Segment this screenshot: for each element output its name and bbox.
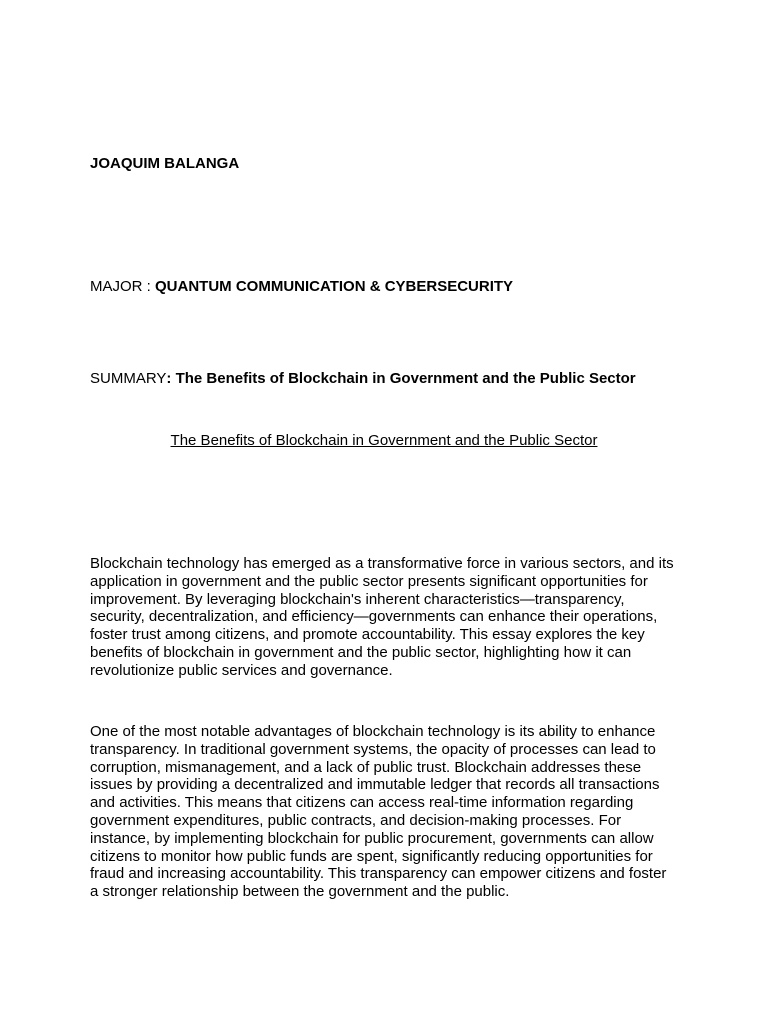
paragraph-line: revolutionize public services and governance. xyxy=(90,661,393,679)
paragraph-line: One of the most notable advantages of blockchain technology is its ability to enhance xyxy=(90,723,656,740)
major-value: QUANTUM COMMUNICATION & CYBERSECURITY xyxy=(155,278,514,295)
author-name: JOAQUIM BALANGA xyxy=(90,155,240,172)
paragraph-line: security, decentralization, and efficiency—governments can enhance their operations, xyxy=(90,608,658,626)
paragraph-transparency xyxy=(90,723,690,901)
summary-line xyxy=(90,370,636,388)
paragraph-line: citizens to monitor how public funds are spent, significantly reducing opportunities for xyxy=(90,847,653,865)
major-line xyxy=(90,278,513,296)
major-label: MAJOR : xyxy=(90,278,156,295)
paragraph-line: improvement. By leveraging blockchain's inherent characteristics—transparency, xyxy=(90,590,625,608)
paragraph-line: instance, by implementing blockchain for public procurement, governments can allow xyxy=(90,829,654,847)
paragraph-line: benefits of blockchain in government and the public sector, highlighting how it can xyxy=(90,643,632,661)
summary-label: SUMMARY xyxy=(90,370,167,387)
paragraph-line: foster trust among citizens, and promote accountability. This essay explores the key xyxy=(90,626,645,644)
paragraph-intro xyxy=(90,555,690,680)
paragraph-line: government expenditures, public contracts, and decision-making processes. For xyxy=(90,811,622,829)
paragraph-line: issues by providing a decentralized and immutable ledger that records all transactions xyxy=(90,776,660,794)
paragraph-line: fraud and increasing accountability. This transparency can empower citizens and foster xyxy=(90,865,667,883)
paragraph-line: corruption, mismanagement, and a lack of public trust. Blockchain addresses these xyxy=(90,758,642,776)
paragraph-line: a stronger relationship between the government and the public. xyxy=(90,883,510,901)
paragraph-line: and activities. This means that citizens can access real-time information regarding xyxy=(90,794,634,812)
paragraph-line: application in government and the public sector presents significant opportunities for xyxy=(90,572,648,590)
paragraph-line: transparency. In traditional government systems, the opacity of processes can lead to xyxy=(90,740,656,758)
paragraph-line: Blockchain technology has emerged as a transformative force in various sectors, and its xyxy=(90,555,674,572)
document-title: The Benefits of Blockchain in Government and the Public Sector xyxy=(170,432,598,449)
summary-value: : The Benefits of Blockchain in Government and the Public Sector xyxy=(166,370,636,387)
